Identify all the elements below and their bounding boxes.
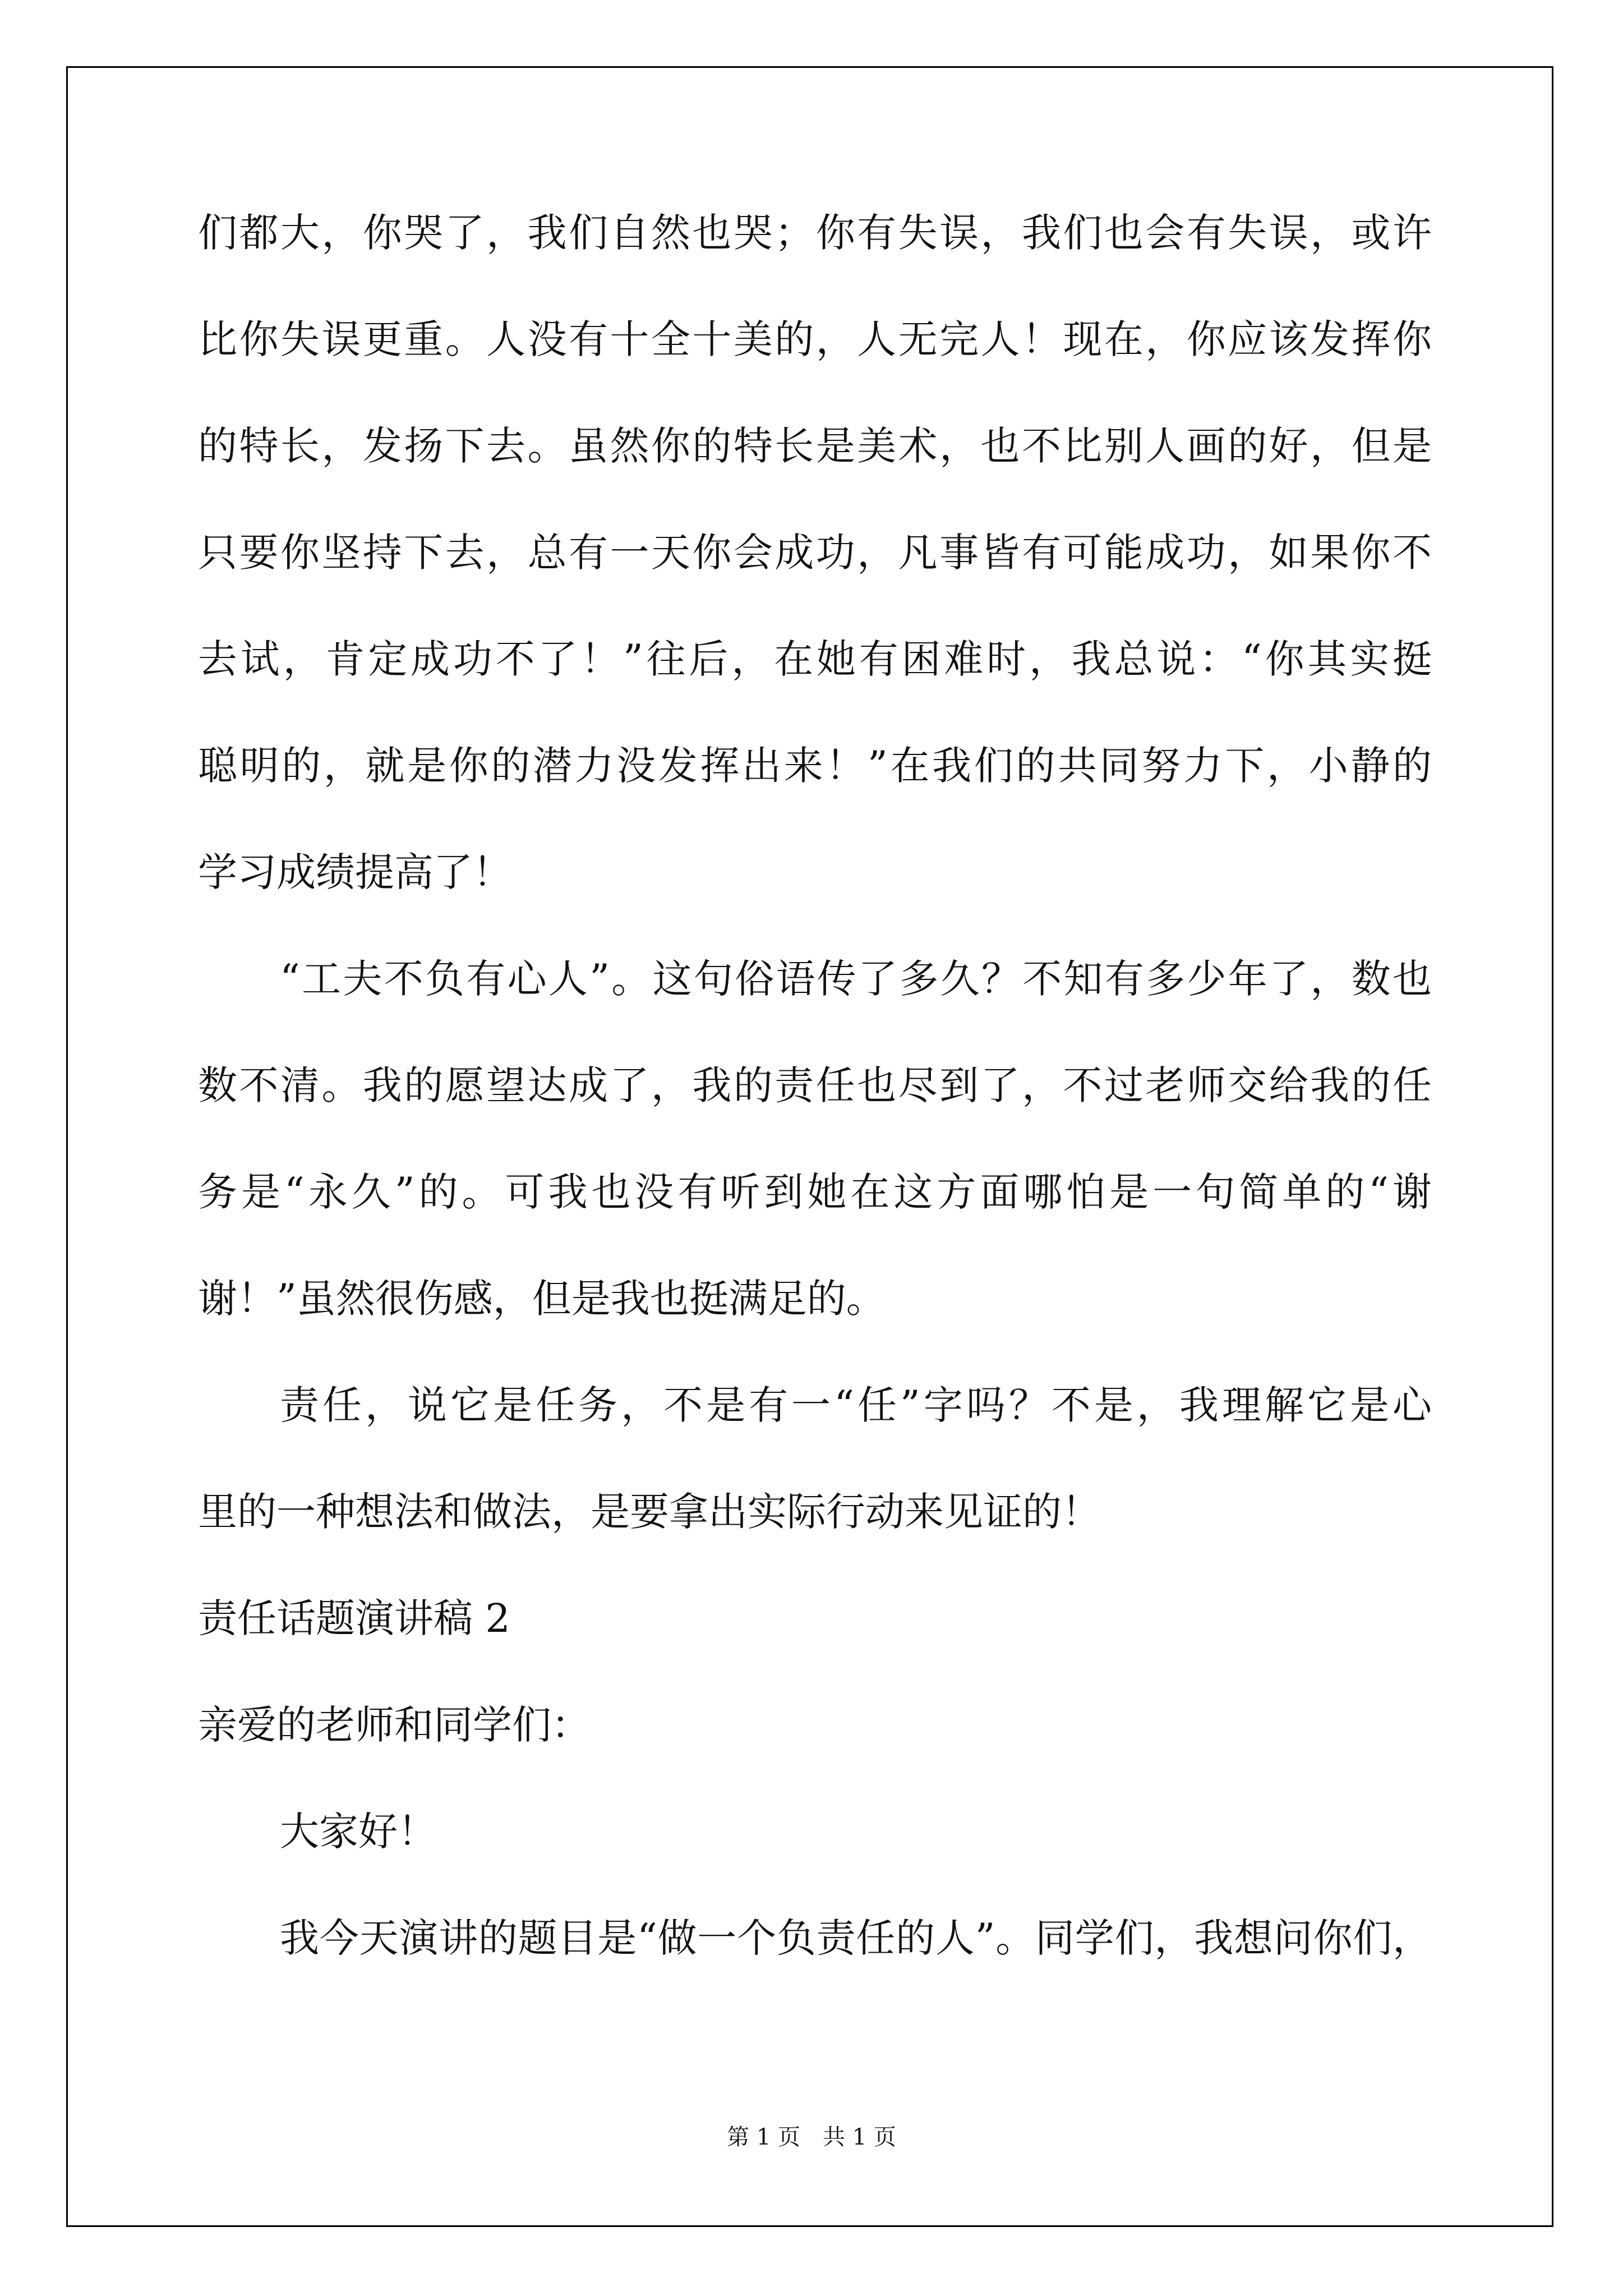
text-line: 们都大，你哭了，我们自然也哭；你有失误，我们也会有失误，或许 (198, 210, 1432, 256)
salutation: 亲爱的老师和同学们： (198, 1702, 591, 1748)
text-line: 学习成绩提高了！ (198, 849, 512, 895)
text-line: 责任，说它是任务，不是有一“任”字吗？不是，我理解它是心 (280, 1382, 1432, 1428)
text-line: 去试，肯定成功不了！”往后，在她有困难时，我总说：“你其实挺 (198, 636, 1432, 682)
text-line: 的特长，发扬下去。虽然你的特长是美术，也不比别人画的好，但是 (198, 423, 1432, 469)
text-line: 只要你坚持下去，总有一天你会成功，凡事皆有可能成功，如果你不 (198, 530, 1432, 576)
document-body (198, 210, 1432, 2025)
text-line: 比你失误更重。人没有十全十美的，人无完人！现在，你应该发挥你 (198, 316, 1432, 362)
text-line: 谢！”虽然很伤感，但是我也挺满足的。 (198, 1276, 886, 1322)
text-line: 数不清。我的愿望达成了，我的责任也尽到了，不过老师交给我的任 (198, 1062, 1432, 1108)
page-footer: 第 1 页 共 1 页 (727, 2124, 896, 2150)
greeting: 大家好！ (280, 1809, 437, 1855)
text-line: 务是“永久”的。可我也没有听到她在这方面哪怕是一句简单的“谢 (198, 1169, 1432, 1215)
text-line: “工夫不负有心人”。这句俗语传了多久？不知有多少年了，数也 (280, 956, 1432, 1002)
text-line: 里的一种想法和做法，是要拿出实际行动来见证的！ (198, 1489, 1101, 1535)
section-heading: 责任话题演讲稿 2 (198, 1595, 510, 1641)
text-line: 我今天演讲的题目是“做一个负责任的人”。同学们，我想问你们， (280, 1915, 1432, 1961)
text-line: 聪明的，就是你的潜力没发挥出来！”在我们的共同努力下，小静的 (198, 743, 1432, 789)
